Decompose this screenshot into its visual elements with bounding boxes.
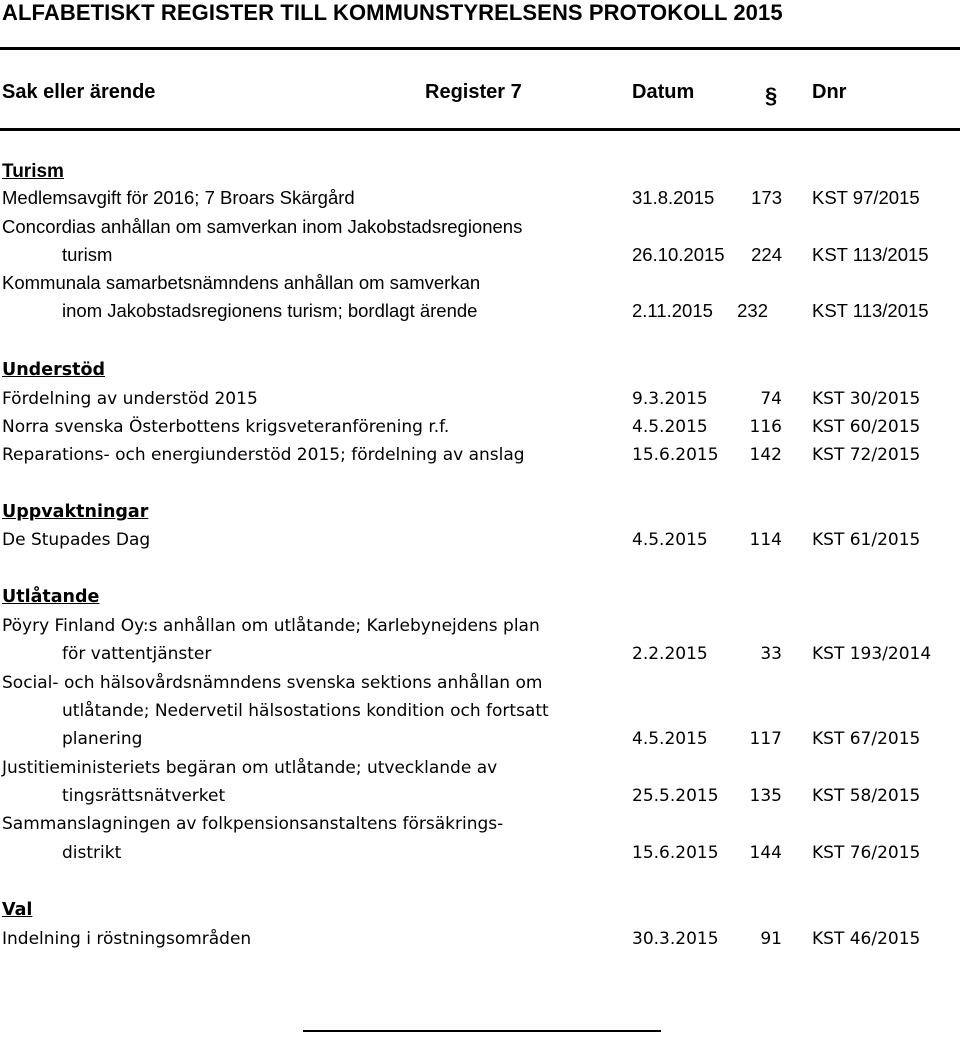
entry-paragraph: 116: [749, 417, 782, 437]
entry-date: 15.6.2015: [632, 445, 719, 465]
section-title-understod: Understöd: [2, 360, 106, 380]
title-rule: [0, 47, 960, 50]
entry-dnr: KST 46/2015: [812, 929, 921, 949]
list-item: [0, 417, 960, 445]
entry-description: Concordias anhållan om samverkan inom Jakobstadsregionens: [2, 216, 523, 237]
entry-description: inom Jakobstadsregionens turism; bordlagt ärende: [62, 300, 478, 321]
svg-text:§: §: [765, 83, 778, 108]
entry-paragraph: 142: [749, 445, 782, 465]
section-title-utlatande: Utlåtande: [2, 587, 100, 607]
entry-paragraph: 144: [749, 843, 782, 863]
entry-paragraph: 114: [749, 530, 782, 550]
entry-date: 4.5.2015: [632, 530, 708, 550]
entry-description: utlåtande; Nedervetil hälsostations kondition och fortsatt: [62, 701, 549, 721]
entry-paragraph: 224: [751, 244, 782, 265]
entry-date: 30.3.2015: [632, 929, 719, 949]
page-title: ALFABETISKT REGISTER TILL KOMMUNSTYRELSENS PROTOKOLL 2015: [2, 0, 783, 25]
column-header-subject: Sak eller ärende: [2, 81, 156, 103]
entry-dnr: KST 61/2015: [812, 530, 921, 550]
entry-dnr: KST 60/2015: [812, 417, 921, 437]
entry-date: 9.3.2015: [632, 389, 708, 409]
entry-description: Pöyry Finland Oy:s anhållan om utlåtande; Karlebynejdens plan: [2, 616, 540, 636]
entry-description: Sammanslagningen av folkpensionsanstaltens försäkrings-: [2, 814, 504, 834]
entry-paragraph: 74: [760, 389, 782, 409]
entry-dnr: KST 193/2014: [812, 644, 932, 664]
entry-description: Social- och hälsovårdsnämndens svenska sektions anhållan om: [2, 673, 543, 693]
entry-description: Justitieministeriets begäran om utlåtande; utvecklande av: [2, 758, 498, 778]
entry-paragraph: 173: [751, 187, 782, 208]
entry-paragraph: 33: [760, 644, 782, 664]
entry-description: Reparations- och energiunderstöd 2015; fördelning av anslag: [2, 445, 525, 465]
list-item: [0, 701, 960, 729]
entry-paragraph: 117: [749, 729, 782, 749]
footer-rule: [303, 1030, 661, 1032]
entry-date: 4.5.2015: [632, 417, 708, 437]
entry-dnr: KST 58/2015: [812, 786, 921, 806]
entry-description: för vattentjänster: [62, 644, 212, 664]
entry-paragraph: 232: [737, 300, 768, 321]
section-sign-icon: [764, 82, 782, 108]
list-item: [0, 729, 960, 757]
entry-description: Fördelning av understöd 2015: [2, 389, 258, 409]
list-item: [0, 187, 960, 215]
entry-paragraph: 135: [749, 786, 782, 806]
column-header-dnr: Dnr: [812, 81, 847, 103]
section-title-val: Val: [2, 900, 33, 920]
entry-dnr: KST 113/2015: [812, 244, 929, 265]
header-rule: [0, 128, 960, 131]
entry-dnr: KST 30/2015: [812, 389, 921, 409]
entry-dnr: KST 72/2015: [812, 445, 921, 465]
entry-date: 26.10.2015: [632, 244, 725, 265]
section-title-turism: Turism: [2, 161, 64, 182]
entry-description: turism: [62, 244, 113, 265]
list-item: [0, 616, 960, 644]
list-item: [0, 445, 960, 473]
entry-description: Medlemsavgift för 2016; 7 Broars Skärgård: [2, 187, 355, 208]
list-item: [0, 929, 960, 957]
list-item: [0, 814, 960, 842]
entry-date: 4.5.2015: [632, 729, 708, 749]
list-item: [0, 758, 960, 786]
list-item: [0, 216, 960, 244]
entry-description: distrikt: [62, 843, 122, 863]
entry-date: 2.11.2015: [632, 300, 713, 321]
entry-description: tingsrättsnätverket: [62, 786, 226, 806]
entry-dnr: KST 76/2015: [812, 843, 921, 863]
entry-date: 25.5.2015: [632, 786, 719, 806]
entry-date: 31.8.2015: [632, 187, 715, 208]
entry-date: 2.2.2015: [632, 644, 708, 664]
entry-dnr: KST 97/2015: [812, 187, 920, 208]
column-header-register: Register 7: [425, 81, 522, 103]
list-item: [0, 300, 960, 328]
list-item: [0, 272, 960, 300]
list-item: [0, 843, 960, 871]
entry-description: De Stupades Dag: [2, 530, 151, 550]
entry-description: Norra svenska Österbottens krigsveteranförening r.f.: [2, 417, 450, 437]
list-item: [0, 786, 960, 814]
column-header-date: Datum: [632, 81, 695, 103]
list-item: [0, 389, 960, 417]
entry-date: 15.6.2015: [632, 843, 719, 863]
entry-description: Kommunala samarbetsnämndens anhållan om samverkan: [2, 272, 481, 293]
entry-description: planering: [62, 729, 143, 749]
section-title-uppvaktningar: Uppvaktningar: [2, 502, 149, 522]
entry-description: Indelning i röstningsområden: [2, 929, 252, 949]
list-item: [0, 673, 960, 701]
list-item: [0, 530, 960, 558]
entry-dnr: KST 113/2015: [812, 300, 929, 321]
list-item: [0, 244, 960, 272]
list-item: [0, 644, 960, 672]
entry-dnr: KST 67/2015: [812, 729, 921, 749]
entry-paragraph: 91: [760, 929, 782, 949]
